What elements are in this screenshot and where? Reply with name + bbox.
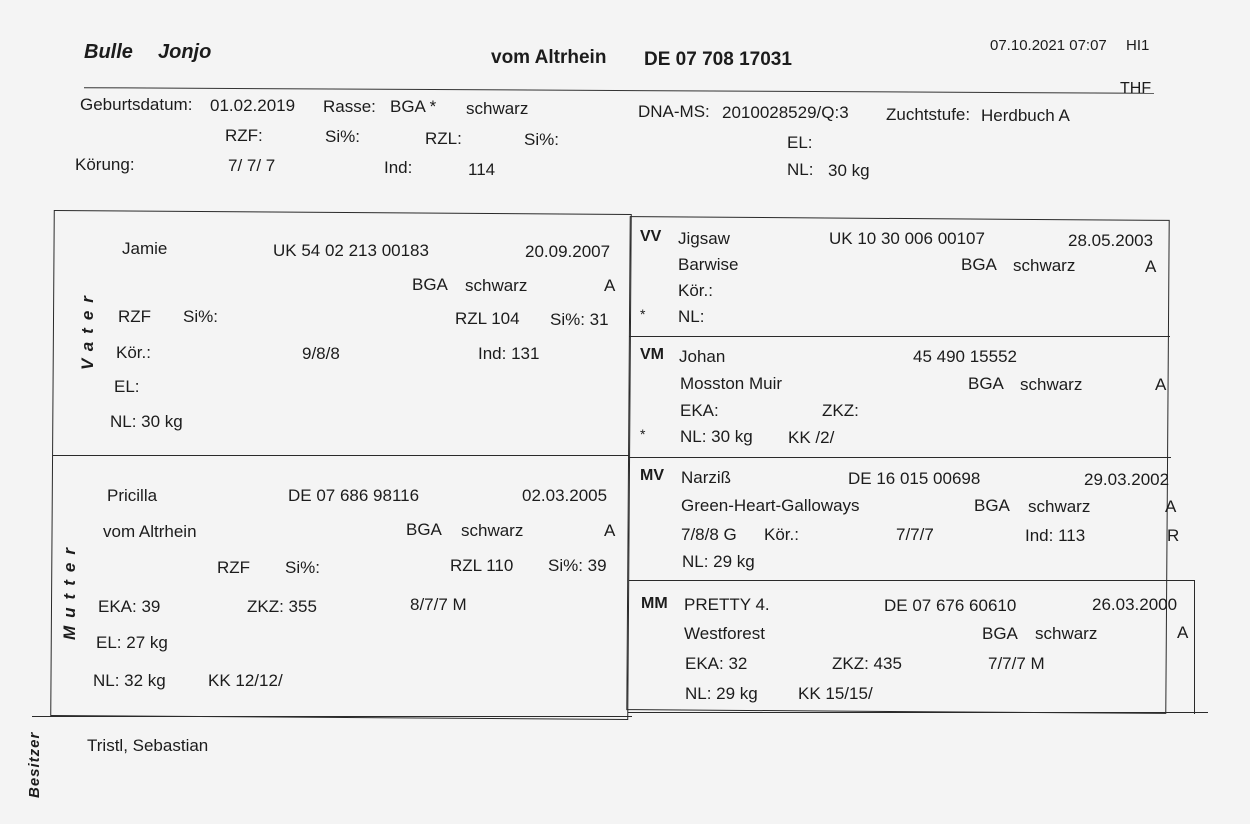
owner-label: Besitzer xyxy=(26,731,43,798)
mm-scores: 7/7/7 M xyxy=(988,654,1045,673)
vv-star: * xyxy=(640,306,646,322)
vm-eka: EKA: xyxy=(680,401,719,420)
rzl-label: RZL: xyxy=(425,129,462,148)
vv-grade: A xyxy=(1145,257,1157,276)
mm-zkz: ZKZ: 435 xyxy=(832,654,902,673)
vm-nl: NL: 30 kg xyxy=(680,427,753,446)
vater-nl: NL: 30 kg xyxy=(110,412,183,431)
mutter-zkz: ZKZ: 355 xyxy=(247,597,317,616)
vater-kor: 9/8/8 xyxy=(302,344,340,363)
mv-color: schwarz xyxy=(1028,497,1091,516)
mutter-si2: Si%: 39 xyxy=(548,556,607,575)
vm-color: schwarz xyxy=(1020,375,1083,394)
si1-label: Si%: xyxy=(325,127,360,146)
vm-mv-divider xyxy=(629,457,1171,458)
mm-reg: DE 07 676 60610 xyxy=(884,596,1017,615)
bottom-rule xyxy=(32,716,632,717)
dna-value: 2010028529/Q:3 xyxy=(722,103,849,122)
mutter-reg: DE 07 686 98116 xyxy=(288,486,420,505)
mv-nl: NL: 29 kg xyxy=(682,552,755,571)
vater-ind: Ind: 131 xyxy=(478,344,540,363)
vater-si1: Si%: xyxy=(183,307,218,326)
mv-scores: 7/8/8 G xyxy=(681,525,737,544)
mutter-side-label: Mutter xyxy=(60,540,79,640)
mv-grade: A xyxy=(1165,497,1177,516)
si2-label: Si%: xyxy=(524,130,559,149)
animal-origin: vom Altrhein xyxy=(491,47,607,68)
mutter-eka: EKA: 39 xyxy=(98,597,161,616)
vv-breed: BGA xyxy=(961,255,997,274)
vater-date: 20.09.2007 xyxy=(525,242,611,261)
mv-code: MV xyxy=(640,467,664,484)
mutter-origin: vom Altrhein xyxy=(103,522,197,541)
dna-label: DNA-MS: xyxy=(638,102,710,121)
mv-mm-divider xyxy=(629,580,1195,581)
birth-date: 01.02.2019 xyxy=(210,96,296,115)
mm-color: schwarz xyxy=(1035,624,1098,643)
koerung-value: 7/ 7/ 7 xyxy=(228,156,276,175)
vater-breed: BGA xyxy=(412,275,448,294)
vv-vm-divider xyxy=(629,336,1170,337)
vm-line2: Mosston Muir xyxy=(680,374,783,393)
vater-kor-label: Kör.: xyxy=(116,343,151,362)
vv-reg: UK 10 30 006 00107 xyxy=(829,229,985,248)
owner-name: Tristl, Sebastian xyxy=(87,736,209,755)
vm-grade: A xyxy=(1155,375,1167,394)
vm-star: * xyxy=(640,426,646,442)
vm-name: Johan xyxy=(679,347,726,366)
mutter-si1: Si%: xyxy=(285,558,320,577)
mutter-kk: KK 12/12/ xyxy=(208,671,283,690)
mutter-nl: NL: 32 kg xyxy=(93,671,166,690)
vm-breed: BGA xyxy=(968,374,1004,393)
vm-reg: 45 490 15552 xyxy=(913,347,1017,366)
animal-prefix: Bulle xyxy=(84,41,133,63)
nl-value: 30 kg xyxy=(828,161,870,180)
breed-label: Rasse: xyxy=(323,97,376,116)
mv-kor-value: 7/7/7 xyxy=(896,525,934,544)
mv-date: 29.03.2002 xyxy=(1084,470,1170,489)
vater-rzl: RZL 104 xyxy=(455,309,520,328)
el-label: EL: xyxy=(787,133,813,152)
mutter-scores: 8/7/7 M xyxy=(410,595,467,614)
mm-breed: BGA xyxy=(982,624,1018,643)
mutter-color: schwarz xyxy=(461,521,524,540)
mv-ind: Ind: 113 xyxy=(1025,526,1086,545)
level-label: Zuchtstufe: xyxy=(886,105,971,124)
vv-name: Jigsaw xyxy=(678,229,730,248)
vv-color: schwarz xyxy=(1013,256,1076,275)
mm-right-edge xyxy=(1194,580,1195,714)
vv-nl: NL: xyxy=(678,307,705,326)
vm-zkz: ZKZ: xyxy=(822,401,859,420)
mm-name: PRETTY 4. xyxy=(684,595,770,614)
mv-reg: DE 16 015 00698 xyxy=(848,469,981,488)
nl-label: NL: xyxy=(787,160,814,179)
vm-kk: KK /2/ xyxy=(788,428,835,447)
mm-date: 26.03.2000 xyxy=(1092,595,1178,614)
header-rule xyxy=(84,87,1154,94)
mv-kor: Kör.: xyxy=(764,525,799,544)
thf-badge: THF xyxy=(1120,80,1152,97)
koerung-label: Körung: xyxy=(75,155,135,174)
vv-kor: Kör.: xyxy=(678,281,713,300)
print-code: HI1 xyxy=(1126,37,1150,54)
print-timestamp: 07.10.2021 07:07 xyxy=(990,37,1107,54)
vm-code: VM xyxy=(640,346,664,363)
mutter-breed: BGA xyxy=(406,520,442,539)
mutter-name: Pricilla xyxy=(107,486,158,505)
mv-name: Narziß xyxy=(681,468,732,487)
ind-value: 114 xyxy=(468,160,496,179)
breed-value: BGA * xyxy=(390,97,437,116)
mm-kk: KK 15/15/ xyxy=(798,684,873,703)
vater-el: EL: xyxy=(114,377,140,396)
vv-code: VV xyxy=(640,228,662,245)
vater-side-label: Vater xyxy=(78,288,97,370)
mutter-rzf: RZF xyxy=(217,558,251,577)
parents-divider xyxy=(53,455,629,456)
vv-line2: Barwise xyxy=(678,255,739,274)
vater-color: schwarz xyxy=(465,276,528,295)
vater-reg: UK 54 02 213 00183 xyxy=(273,241,429,260)
mutter-date: 02.03.2005 xyxy=(522,486,608,505)
mm-bottom-edge xyxy=(628,712,1208,713)
mv-r: R xyxy=(1167,526,1180,545)
vater-grade: A xyxy=(604,276,616,295)
mm-eka: EKA: 32 xyxy=(685,654,748,673)
mv-breed: BGA xyxy=(974,496,1010,515)
color-value: schwarz xyxy=(466,99,529,118)
vater-name: Jamie xyxy=(122,239,168,258)
mv-line2: Green-Heart-Galloways xyxy=(681,496,860,515)
mm-nl: NL: 29 kg xyxy=(685,684,758,703)
mutter-el: EL: 27 kg xyxy=(96,633,168,652)
birth-label: Geburtsdatum: xyxy=(80,95,193,114)
vater-rzf: RZF xyxy=(118,307,152,326)
animal-reg-no: DE 07 708 17031 xyxy=(644,49,792,70)
vv-date: 28.05.2003 xyxy=(1068,231,1154,250)
animal-name: Jonjo xyxy=(158,41,212,63)
ind-label: Ind: xyxy=(384,158,413,177)
mutter-rzl: RZL 110 xyxy=(450,556,514,575)
vater-si2: Si%: 31 xyxy=(550,310,609,329)
level-value: Herdbuch A xyxy=(981,106,1070,125)
mm-code: MM xyxy=(641,595,668,612)
mutter-grade: A xyxy=(604,521,616,540)
rzf-label: RZF: xyxy=(225,126,263,145)
mm-line2: Westforest xyxy=(684,624,765,643)
mm-grade: A xyxy=(1177,623,1189,642)
